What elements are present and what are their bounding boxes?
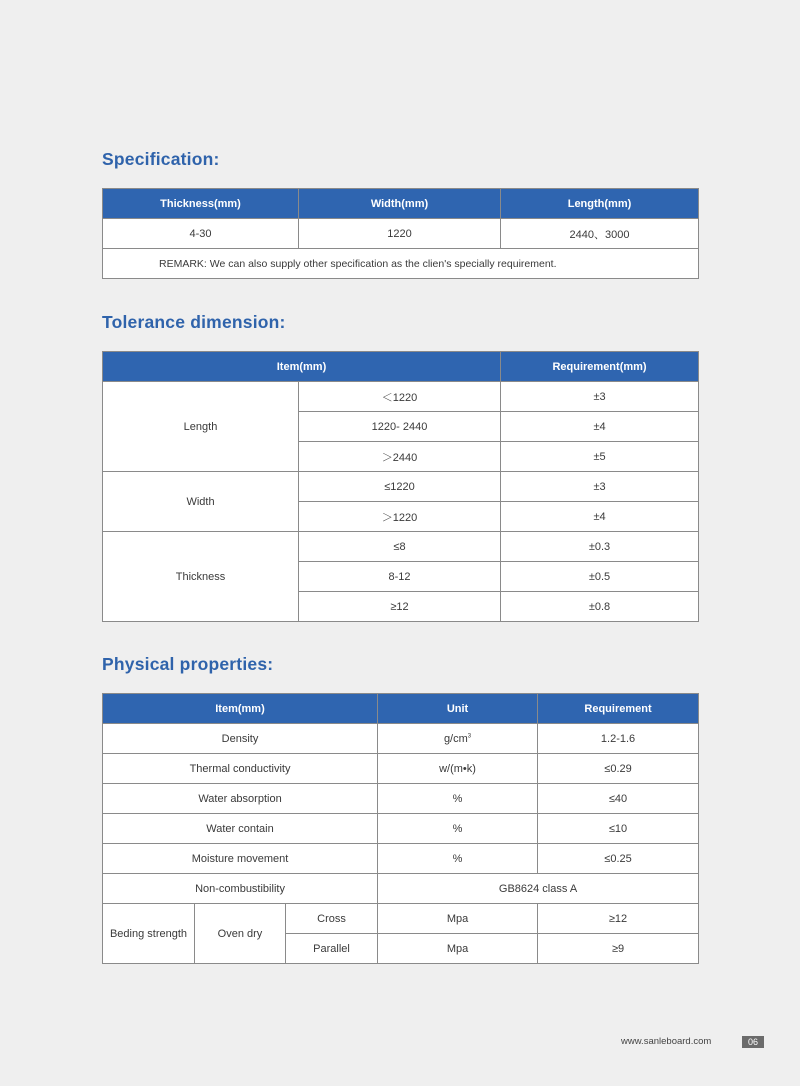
property-item: Water contain	[103, 814, 378, 844]
thickness-range: ≤8	[299, 532, 501, 562]
noncomb-value: GB8624 class A	[378, 874, 699, 904]
width-range: ＞1220	[299, 502, 501, 532]
property-req: ≤10	[538, 814, 699, 844]
property-item: Moisture movement	[103, 844, 378, 874]
property-unit	[378, 724, 538, 754]
bending-req: ≥12	[538, 904, 699, 934]
thickness-req: ±0.5	[501, 562, 699, 592]
thickness-range: 8-12	[299, 562, 501, 592]
thickness-range: ≥12	[299, 592, 501, 622]
length-range: ＞2440	[299, 442, 501, 472]
property-unit: %	[378, 784, 538, 814]
row-label-thickness: Thickness	[103, 532, 299, 622]
col-header-length: Length(mm)	[501, 189, 699, 219]
col-header-width: Width(mm)	[299, 189, 501, 219]
page-number: 06	[742, 1036, 764, 1048]
thickness-req: ±0.3	[501, 532, 699, 562]
bending-unit: Mpa	[378, 934, 538, 964]
unit-text: g/cm	[443, 732, 468, 745]
bending-direction: Parallel	[286, 934, 378, 964]
property-req: ≤0.29	[538, 754, 699, 784]
property-unit: %	[378, 814, 538, 844]
row-label-width: Width	[103, 472, 299, 532]
specification-table	[102, 188, 699, 279]
property-req: ≤0.25	[538, 844, 699, 874]
tolerance-title: Tolerance dimension:	[102, 312, 286, 332]
thickness-value: 4-30	[103, 219, 299, 249]
property-item: Thermal conductivity	[103, 754, 378, 784]
length-req: ±5	[501, 442, 699, 472]
col-header-item: Item(mm)	[103, 352, 501, 382]
property-req: 1.2-1.6	[538, 724, 699, 754]
property-item: Non-combustibility	[103, 874, 378, 904]
length-range: ＜1220	[299, 382, 501, 412]
property-item: Density	[103, 724, 378, 754]
physical-title: Physical properties:	[102, 654, 274, 674]
tolerance-table	[102, 351, 699, 622]
bending-unit: Mpa	[378, 904, 538, 934]
thickness-req: ±0.8	[501, 592, 699, 622]
bending-direction: Cross	[286, 904, 378, 934]
physical-table	[102, 693, 699, 964]
property-unit: w/(m•k)	[378, 754, 538, 784]
specification-title: Specification:	[102, 149, 220, 169]
width-range: ≤1220	[299, 472, 501, 502]
length-req: ±3	[501, 382, 699, 412]
col-header-unit: Unit	[378, 694, 538, 724]
col-header-item: Item(mm)	[103, 694, 378, 724]
bending-req: ≥9	[538, 934, 699, 964]
property-item: Water absorption	[103, 784, 378, 814]
col-header-thickness: Thickness(mm)	[103, 189, 299, 219]
unit-superscript: 3	[467, 732, 472, 739]
footer-website[interactable]: www.sanleboard.com	[621, 1036, 712, 1047]
width-req: ±4	[501, 502, 699, 532]
col-header-requirement: Requirement(mm)	[501, 352, 699, 382]
bending-condition: Oven dry	[195, 904, 286, 964]
width-value: 1220	[299, 219, 501, 249]
row-label-length: Length	[103, 382, 299, 472]
width-req: ±3	[501, 472, 699, 502]
remark-text: REMARK: We can also supply other specification as the clien's specially requirement.	[103, 249, 699, 279]
length-range: 1220- 2440	[299, 412, 501, 442]
bending-strength-label: Beding strength	[103, 904, 195, 964]
length-value: 2440、3000	[501, 219, 699, 249]
property-req: ≤40	[538, 784, 699, 814]
col-header-requirement: Requirement	[538, 694, 699, 724]
length-req: ±4	[501, 412, 699, 442]
property-unit: %	[378, 844, 538, 874]
